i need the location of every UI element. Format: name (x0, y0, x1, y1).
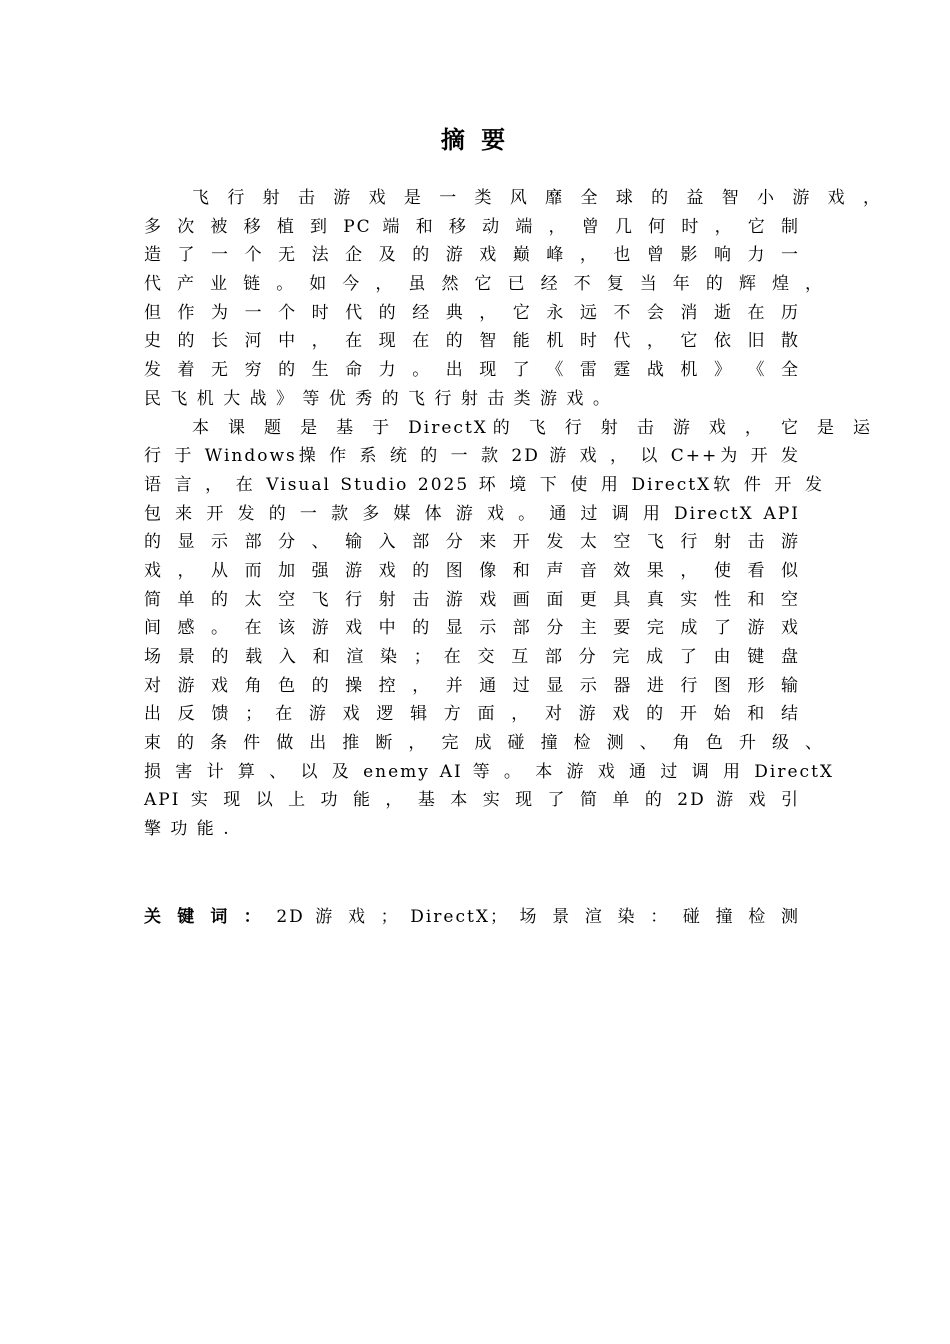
keywords-label: 关 键 词 ： (144, 907, 266, 927)
keywords-items: 2D 游 戏 ； DirectX； 场 景 渲 染 ： 碰 撞 检 测 (276, 907, 800, 927)
text-line: 的 显 示 部 分 、 输 入 部 分 来 开 发 太 空 飞 行 射 击 游 (144, 532, 800, 553)
abstract-body (144, 184, 882, 844)
text-line: 损 害 计 算 、 以 及 enemy AI 等 。 本 游 戏 通 过 调 用 DirectX (144, 761, 834, 782)
text-line: 本 课 题 是 基 于 DirectX的 飞 行 射 击 游 戏 ， 它 是 运 (192, 417, 872, 438)
text-line: 多 次 被 移 植 到 PC 端 和 移 动 端 ， 曾 几 何 时 ， 它 制 (144, 216, 800, 237)
text-line: 擎 功 能 . (144, 819, 231, 840)
abstract-paragraph-2 (144, 414, 872, 844)
text-line: 发 着 无 穷 的 生 命 力 。 出 现 了 《 雷 霆 战 机 》 《 全 (144, 360, 800, 381)
text-line: 束 的 条 件 做 出 推 断 ， 完 成 碰 撞 检 测 、 角 色 升 级 、 (144, 733, 824, 754)
text-line: 包 来 开 发 的 一 款 多 媒 体 游 戏 。 通 过 调 用 DirectX API (144, 503, 800, 524)
text-line: 语 言 ， 在 Visual Studio 2025 环 境 下 使 用 DirectX软 件 开 发 (144, 474, 824, 495)
page-title: 摘 要 (440, 125, 510, 154)
text-line: 民 飞 机 大 战 》 等 优 秀 的 飞 行 射 击 类 游 戏 。 (144, 388, 612, 409)
text-line: 但 作 为 一 个 时 代 的 经 典 ， 它 永 远 不 会 消 逝 在 历 (144, 302, 800, 323)
text-line: 行 于 Windows操 作 系 统 的 一 款 2D 游 戏 ， 以 C++为 开 发 (144, 446, 800, 467)
text-line: 史 的 长 河 中 ， 在 现 在 的 智 能 机 时 代 ， 它 依 旧 散 (144, 331, 800, 352)
text-line: 间 感 。 在 该 游 戏 中 的 显 示 部 分 主 要 完 成 了 游 戏 (144, 618, 800, 639)
text-line: API 实 现 以 上 功 能 ， 基 本 实 现 了 简 单 的 2D 游 戏 引 (144, 790, 800, 811)
keywords-line (144, 902, 800, 932)
text-line: 飞 行 射 击 游 戏 是 一 类 风 靡 全 球 的 益 智 小 游 戏 ， (192, 188, 882, 208)
text-line: 造 了 一 个 无 法 企 及 的 游 戏 巅 峰 ， 也 曾 影 响 力 一 (144, 245, 800, 266)
text-line: 出 反 馈 ； 在 游 戏 逻 辑 方 面 ， 对 游 戏 的 开 始 和 结 (144, 704, 800, 725)
text-line: 戏 ， 从 而 加 强 游 戏 的 图 像 和 声 音 效 果 ， 使 看 似 (144, 560, 800, 581)
abstract-paragraph-1 (144, 184, 882, 414)
text-line: 场 景 的 载 入 和 渲 染 ； 在 交 互 部 分 完 成 了 由 键 盘 (144, 647, 800, 667)
text-line: 代 产 业 链 。 如 今 ， 虽 然 它 已 经 不 复 当 年 的 辉 煌 ， (144, 274, 824, 295)
text-line: 对 游 戏 角 色 的 操 控 ， 并 通 过 显 示 器 进 行 图 形 输 (144, 675, 800, 696)
text-line: 简 单 的 太 空 飞 行 射 击 游 戏 画 面 更 具 真 实 性 和 空 (144, 589, 800, 610)
